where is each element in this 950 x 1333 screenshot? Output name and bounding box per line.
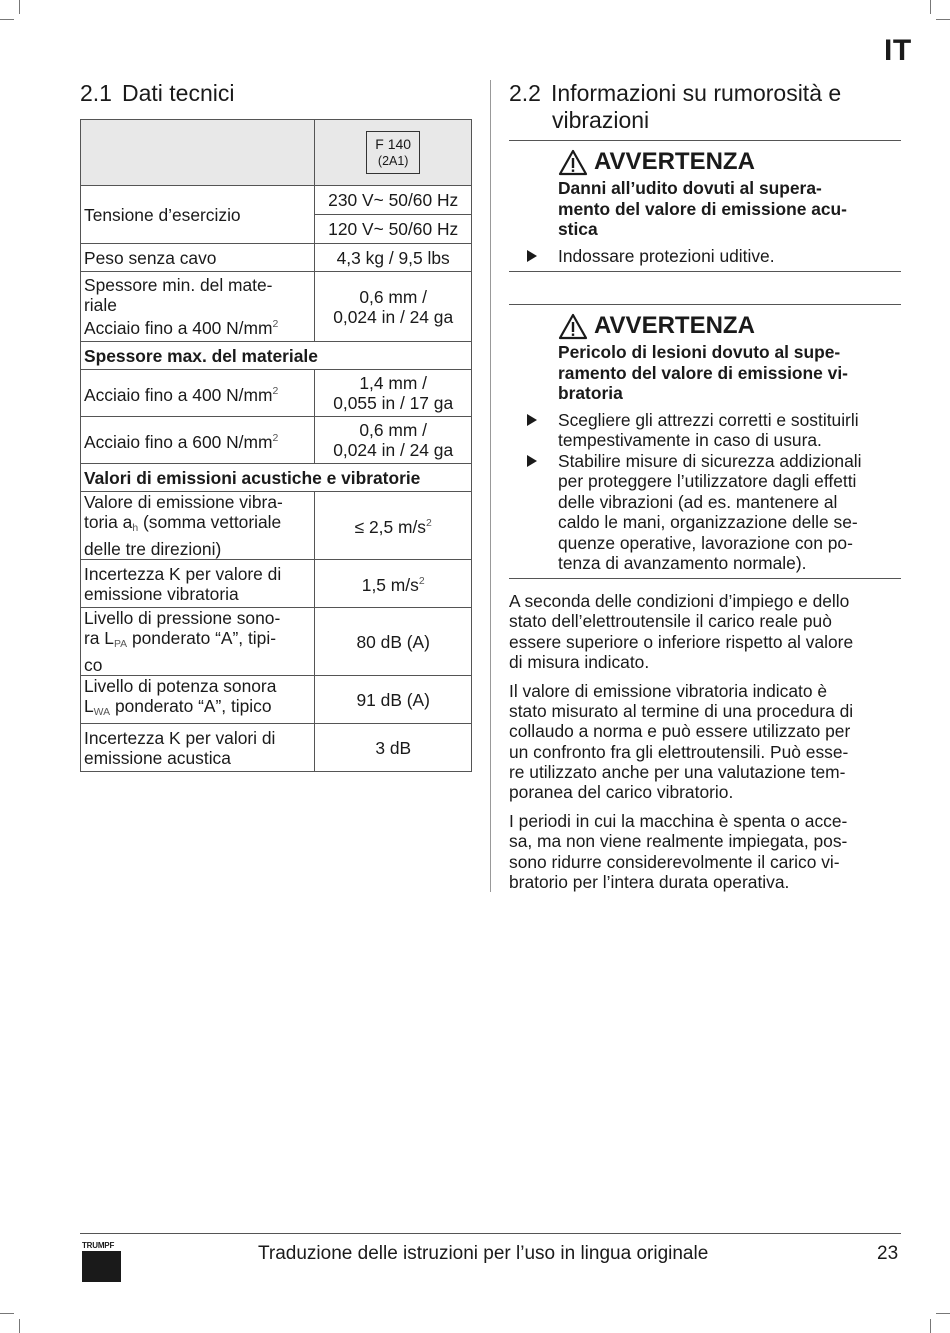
item-line: quenze operative, lavorazione con po- [558,532,853,553]
row-label [81,560,315,608]
technical-data-table [80,119,472,772]
para-line: sono ridurre considerevolmente il carico vi- [509,851,840,872]
superscript: 2 [426,518,432,530]
bullet-arrow-icon [527,455,537,467]
label-text: ponderato “A”, tipico [110,696,272,716]
value-line: 0,6 mm / [359,420,428,440]
crop-mark [19,1319,20,1333]
superscript: 2 [272,432,279,444]
label-text: L [84,696,94,716]
row-value: 4,3 kg / 9,5 lbs [315,244,472,272]
row-label [81,492,315,560]
row-value: 80 dB (A) [315,608,472,676]
section-heading-noise-vibration [509,80,899,134]
label-line: Incertezza K per valori di [84,727,276,748]
row-label [81,417,315,464]
label-line: emissione acustica [84,747,231,768]
desc-line: stica [558,219,598,239]
section-number: 2.2 [509,80,541,106]
row-value: 3 dB [315,724,472,772]
section-number: 2.1 [80,80,112,106]
desc-line: Pericolo di lesioni dovuto al supe- [558,342,841,362]
warning-block-hearing [509,148,901,266]
desc-line: mento del valore di emissione acu- [558,198,847,219]
footer-text: Traduzione delle istruzioni per l’uso in lingua originale [258,1243,709,1264]
table-row [81,370,472,417]
bullet-arrow-icon [527,250,537,262]
label-line: Spessore min. del mate- [84,275,273,296]
paragraph [509,811,901,892]
warning-bottom-rule [509,578,901,579]
para-line: A seconda delle condizioni d’impiego e dello [509,591,850,611]
value-line: 0,055 in / 17 ga [333,393,454,413]
crop-mark [936,19,950,20]
header-empty-cell [81,120,315,186]
table-row [81,417,472,464]
para-line: collaudo a norma e può essere utilizzato per [509,721,851,742]
label-line: Livello di pressione sono- [84,608,281,628]
label-line: Valore di emissione vibra- [84,492,283,512]
list-item [509,246,901,267]
crop-mark [936,1313,950,1314]
trumpf-logo [82,1241,122,1282]
table-row [81,724,472,772]
label-line [84,512,311,539]
row-value [315,272,472,342]
row-label [81,370,315,417]
row-label [81,676,315,724]
value-text: ≤ 2,5 m/s [354,516,426,537]
label-text: ra L [84,628,114,648]
value-line: 0,024 in / 24 ga [333,440,454,460]
crop-mark [0,1313,14,1314]
item-line: caldo le mani, organizzazione delle se- [558,512,858,532]
table-section-row [81,342,472,370]
desc-line: bratoria [558,383,623,403]
table-row [81,492,472,560]
superscript: 2 [272,319,279,331]
warning-title [509,312,901,340]
label-line [84,315,311,338]
para-line: poranea del carico vibratorio. [509,782,734,803]
label-line: Livello di potenza sonora [84,676,277,696]
footer-rule [80,1233,901,1234]
logo-block [82,1251,121,1282]
item-line: delle vibrazioni (ad es. mantenere al [558,491,838,512]
item-line: Indossare protezioni uditive. [558,245,775,266]
warning-description [509,178,901,240]
row-value: 230 V~ 50/60 Hz [328,190,459,210]
label-text: Acciaio fino a 600 N/mm [84,431,273,452]
language-code: IT [884,34,912,67]
row-value: 91 dB (A) [315,676,472,724]
label-line: emissione vibratoria [84,583,239,604]
warning-actions [509,246,901,267]
row-label [81,608,315,676]
para-line: I periodi in cui la macchina è spenta o acce- [509,810,848,831]
warning-actions [509,410,901,574]
value-line: 1,4 mm / [359,373,428,393]
table-row [81,186,472,244]
logo-text: TRUMPF [82,1241,115,1250]
row-value [315,492,472,560]
table-row [81,608,472,676]
table-header-row [81,120,472,186]
table-section-heading: Spessore max. del materiale [81,342,472,370]
model-box [366,131,420,174]
body-text [509,591,901,901]
value-line: 0,6 mm / [359,286,428,307]
model-cell [315,120,472,186]
warning-bottom-rule [509,271,901,272]
desc-line: Danni all’udito dovuti al supera- [558,178,822,198]
label-text: Acciaio fino a 400 N/mm [84,384,273,405]
label-text: Acciaio fino a 400 N/mm [84,317,273,338]
page-number: 23 [877,1243,899,1264]
label-line: Incertezza K per valore di [84,563,282,584]
section-title-line: Informazioni su rumorosità e [551,80,842,106]
table-section-row [81,464,472,492]
row-label [81,724,315,772]
row-value-cell [315,186,472,244]
para-line: un confronto fra gli elettroutensili. Può esse- [509,741,849,762]
crop-mark [930,1319,931,1333]
section-heading-technical-data [80,80,234,107]
section-title-line: vibrazioni [552,107,650,133]
row-value [315,370,472,417]
model-name: F 140 [375,136,412,152]
item-line: tenza di avanzamento normale). [558,553,807,573]
table-row [81,560,472,608]
para-line: bratorio per l’intera durata operativa. [509,871,790,892]
warning-title-text: AVVERTENZA [594,148,755,175]
subscript: PA [113,639,128,650]
desc-line: ramento del valore di emissione vi- [558,362,848,383]
bullet-arrow-icon [527,414,537,426]
warning-top-rule [509,304,901,305]
table-section-heading: Valori di emissioni acustiche e vibratorie [81,464,472,492]
superscript: 2 [272,385,279,397]
table-row [81,676,472,724]
warning-description [509,342,901,404]
crop-mark [930,0,931,14]
item-line: per proteggere l’utilizzatore dagli effetti [558,471,857,491]
label-line: delle tre direzioni) [84,539,222,559]
crop-mark [19,0,20,14]
row-label [81,272,315,342]
warning-title-text: AVVERTENZA [594,312,755,339]
warning-title [509,148,901,176]
item-line: Scegliere gli attrezzi corretti e sostituirli [558,409,859,430]
para-line: sa, ma non viene realmente impiegata, pos- [509,831,848,852]
row-value: 120 V~ 50/60 Hz [315,214,471,243]
para-line: re utilizzato anche per una valutazione tem- [509,761,846,782]
label-line [84,628,311,655]
label-text: toria a [84,512,133,532]
label-text: ponderato “A”, tipi- [127,628,276,648]
row-value [315,417,472,464]
list-item [509,410,901,451]
label-line [84,696,311,723]
item-line: tempestivamente in caso di usura. [558,430,822,450]
para-line: stato dell’elettroutensile il carico reale può [509,611,832,632]
item-line: Stabilire misure di sicurezza addizionali [558,450,862,471]
warning-block-vibration [509,312,901,574]
row-value [315,560,472,608]
row-label: Peso senza cavo [81,244,315,272]
warning-triangle-icon [558,149,588,176]
subscript: WA [93,707,111,718]
list-item [509,451,901,574]
warning-top-rule [509,140,901,141]
table-row [81,244,472,272]
column-divider [490,80,491,892]
para-line: stato misurato al termine di una procedura di [509,700,854,721]
warning-triangle-icon [558,313,588,340]
row-label: Tensione d’esercizio [81,186,315,244]
superscript: 2 [418,576,425,588]
para-line: di misura indicato. [509,651,650,672]
section-title: Dati tecnici [122,80,235,106]
paragraph [509,681,901,803]
label-line: riale [84,295,117,316]
value-text: 1,5 m/s [361,574,419,595]
paragraph [509,591,901,672]
model-code: (2A1) [377,154,409,168]
para-line: essere superiore o inferiore rispetto al valore [509,631,854,652]
table-row [81,272,472,342]
value-line: 0,024 in / 24 ga [333,306,454,327]
crop-mark [0,19,14,20]
subscript: h [132,523,139,534]
label-text: (somma vettoriale [138,512,282,532]
para-line: Il valore di emissione vibratoria indicato è [509,680,828,701]
label-line: co [84,655,103,675]
